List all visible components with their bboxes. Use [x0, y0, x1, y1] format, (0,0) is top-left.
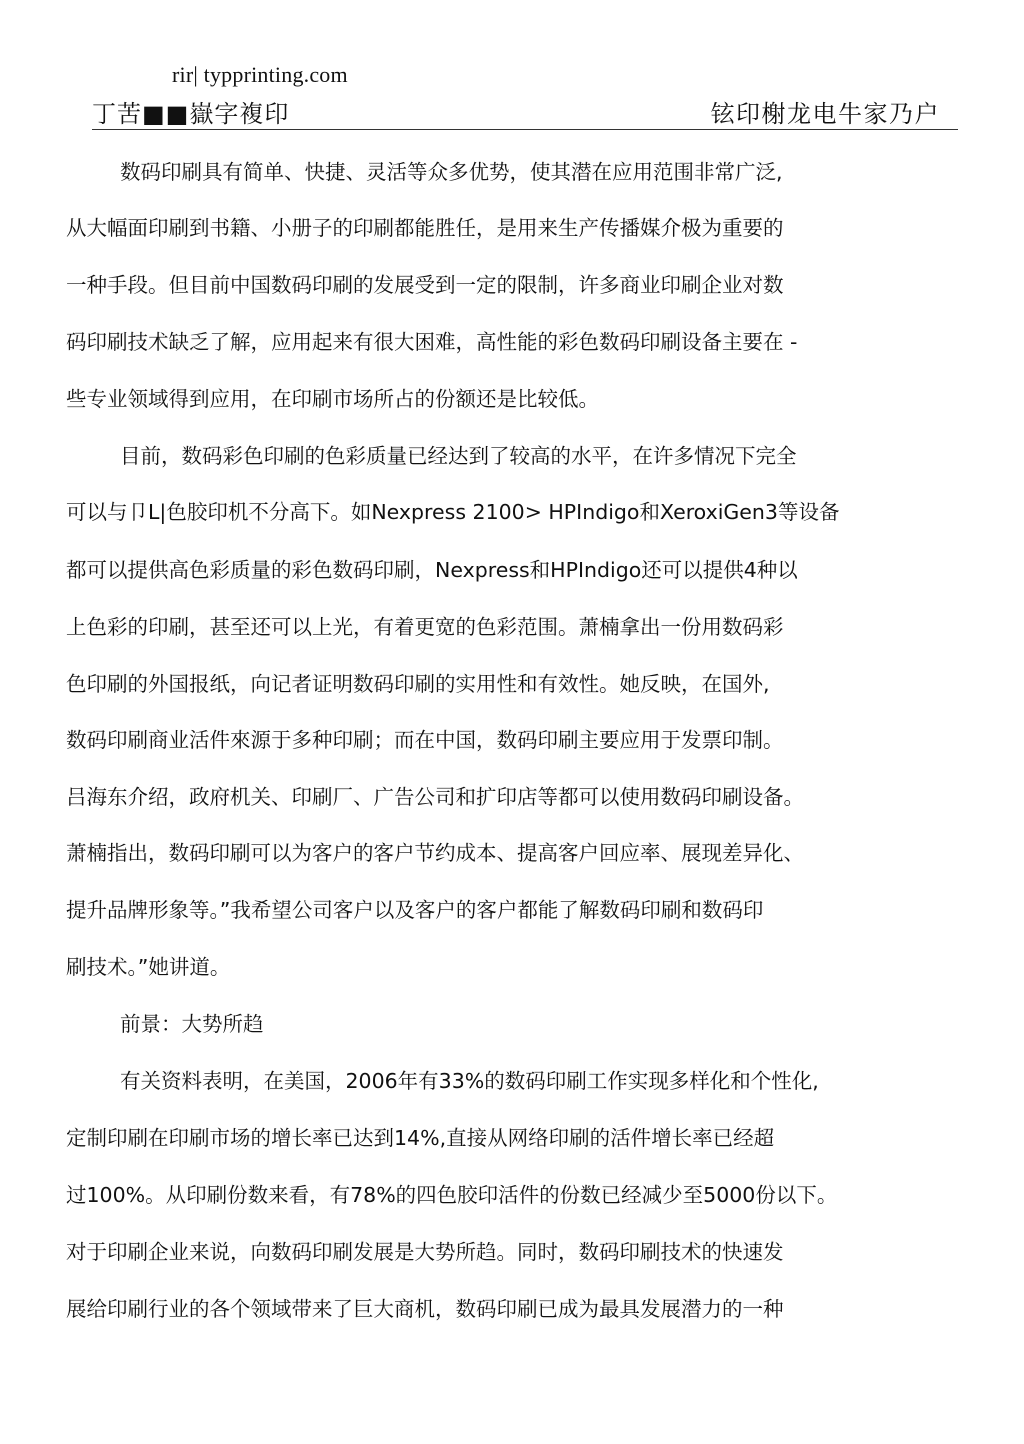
text-line: 码印刷技术缺乏了解，应用起来有很大困难，高性能的彩色数码印刷设备主要在 -: [66, 330, 798, 354]
text-line: 吕海东介绍，政府机关、印刷厂、广告公司和扩印店等都可以使用数码印刷设备。: [66, 785, 804, 809]
header-divider: [92, 129, 958, 130]
text-line: 色印刷的外国报纸，向记者证明数码印刷的实用性和有效性。她反映，在国外,: [66, 672, 770, 696]
header-right-title: 铉印榭龙电牛家乃户: [710, 100, 940, 128]
text-line: 一种手段。但目前中国数码印刷的发展受到一定的限制，许多商业印刷企业对数: [66, 273, 784, 297]
header-left-title: 丁苦■■嶽字複印: [92, 100, 290, 128]
section-heading: 前景：大势所趋: [120, 1012, 264, 1036]
text-line: 萧楠指出，数码印刷可以为客户的客户节约成本、提高客户回应率、展现差异化、: [66, 841, 804, 865]
text-line: 从大幅面印刷到书籍、小册子的印刷都能胜任，是用来生产传播媒介极为重要的: [66, 216, 784, 240]
text-line: 定制印刷在印刷市场的增长率已达到14%,直接从网络印刷的活件增长率已经超: [66, 1126, 775, 1150]
text-line: 数码印刷商业活件來源于多种印刷；而在中国，数码印刷主要应用于发票印制。: [66, 728, 784, 752]
text-line: 提升品牌形象等。”我希望公司客户以及客户的客户都能了解数码印刷和数码印: [66, 898, 764, 922]
text-line: 上色彩的印刷，甚至还可以上光，有着更宽的色彩范围。萧楠拿出一份用数码彩: [66, 615, 784, 639]
header-url: rir| typprinting.com: [172, 62, 348, 87]
text-line: 对于印刷企业来说，向数码印刷发展是大势所趋。同时，数码印刷技术的快速发: [66, 1240, 784, 1264]
text-line: 目前，数码彩色印刷的色彩质量已经达到了较高的水平，在许多情况下完全: [120, 444, 797, 468]
page-header: [92, 94, 958, 130]
text-line: 有关资料表明，在美国，2006年有33%的数码印刷工作实现多样化和个性化,: [120, 1069, 819, 1093]
text-line: 都可以提供高色彩质量的彩色数码印刷，Nexpress和HPIndigo还可以提供4种以: [66, 558, 798, 582]
text-line: 展给印刷行业的各个领域带来了巨大商机，数码印刷已成为最具发展潜力的一种: [66, 1297, 784, 1321]
text-line: 刷技术。”她讲道。: [66, 955, 231, 979]
text-line: 过100%。从印刷份数来看，有78%的四色胶印活件的份数已经减少至5000份以下。: [66, 1183, 838, 1207]
text-line: 些专业领域得到应用，在印刷市场所占的份额还是比较低。: [66, 387, 599, 411]
text-line: 数码印刷具有简单、快捷、灵活等众多优势，使其潜在应用范围非常广泛,: [120, 160, 783, 184]
text-line: 可以与卩L|色胶印机不分高下。如Nexpress 2100> HPIndigo和XeroxiGen3等设备: [66, 500, 840, 524]
